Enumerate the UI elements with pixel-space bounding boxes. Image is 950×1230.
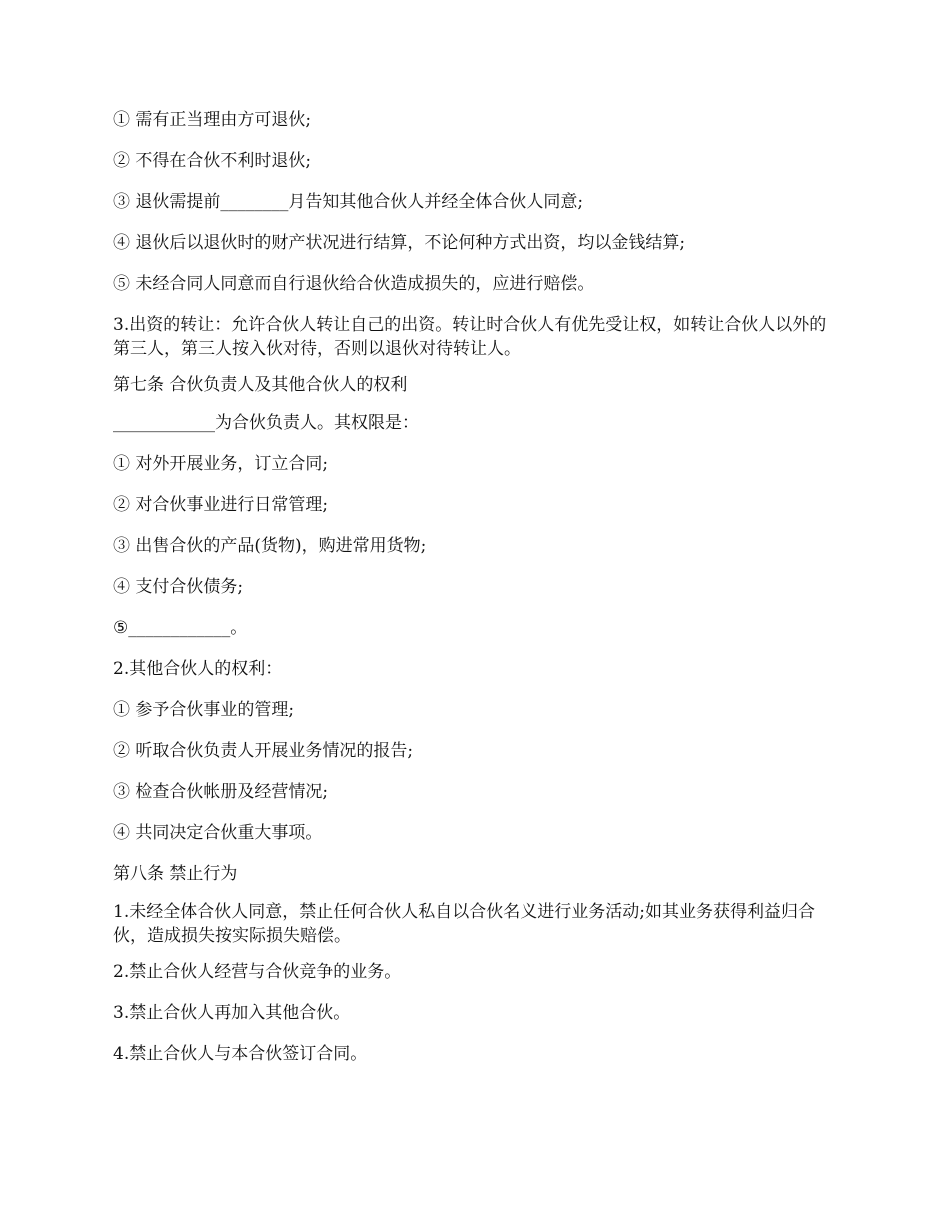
article-8-heading: 第八条 禁止行为 — [113, 864, 238, 884]
prohibition-3: 3.禁止合伙人再加入其他合伙。 — [113, 1003, 351, 1023]
document-page — [113, 108, 843, 1083]
other-partner-rights-heading: 2.其他合伙人的权利： — [113, 659, 283, 679]
manager-power-1: ① 对外开展业务，订立合同; — [113, 454, 329, 474]
manager-power-4: ④ 支付合伙债务; — [113, 577, 244, 597]
manager-power-2: ② 对合伙事业进行日常管理; — [113, 495, 329, 515]
partner-right-2: ② 听取合伙负责人开展业务情况的报告; — [113, 741, 414, 761]
article-7-heading: 第七条 合伙负责人及其他合伙人的权利 — [113, 375, 408, 395]
prohibition-4: 4.禁止合伙人与本合伙签订合同。 — [113, 1044, 368, 1064]
withdrawal-item-1: ① 需有正当理由方可退伙; — [113, 110, 312, 130]
withdrawal-item-4: ④ 退伙后以退伙时的财产状况进行结算，不论何种方式出资，均以金钱结算; — [113, 233, 686, 253]
manager-power-3: ③ 出售合伙的产品(货物)，购进常用货物; — [113, 536, 427, 556]
partner-right-4: ④ 共同决定合伙重大事项。 — [113, 823, 323, 843]
prohibition-1: 1.未经全体合伙人同意，禁止任何合伙人私自以合伙名义进行业务活动;如其业务获得利益归合伙，造成损失按实际损失赔偿。 — [113, 902, 815, 946]
manager-power-5: ⑤____________。 — [113, 618, 248, 638]
withdrawal-item-3: ③ 退伙需提前________月告知其他合伙人并经全体合伙人同意; — [113, 192, 584, 212]
withdrawal-item-5: ⑤ 未经合同人同意而自行退伙给合伙造成损失的，应进行赔偿。 — [113, 274, 595, 294]
partner-right-1: ① 参予合伙事业的管理; — [113, 700, 295, 720]
partner-right-3: ③ 检查合伙帐册及经营情况; — [113, 782, 329, 802]
prohibition-2: 2.禁止合伙人经营与合伙竞争的业务。 — [113, 962, 402, 982]
partner-manager-line: ____________为合伙负责人。其权限是： — [113, 413, 419, 433]
withdrawal-item-2: ② 不得在合伙不利时退伙; — [113, 151, 312, 171]
capital-transfer-clause: 3.出资的转让：允许合伙人转让自己的出资。转让时合伙人有优先受让权，如转让合伙人以外的第三人，第三人按入伙对待，否则以退伙对待转让人。 — [113, 315, 827, 359]
